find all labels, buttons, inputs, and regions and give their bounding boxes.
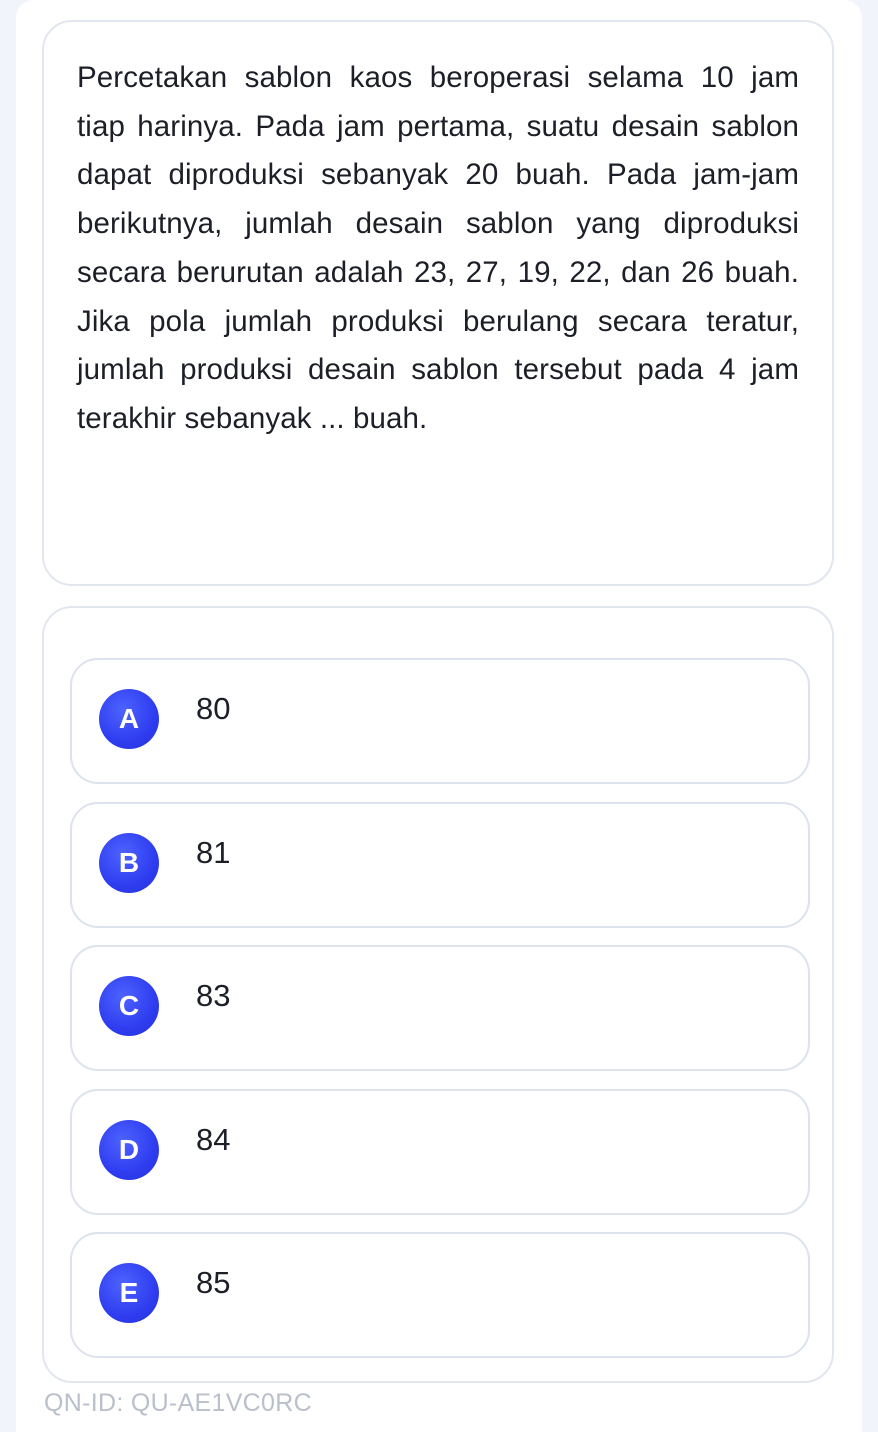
option-a[interactable] (70, 658, 810, 784)
option-value: 81 (196, 835, 231, 870)
option-value: 84 (196, 1122, 231, 1157)
option-d[interactable] (70, 1089, 810, 1215)
option-c[interactable] (70, 945, 810, 1071)
option-letter-badge: E (99, 1263, 159, 1323)
option-letter-badge: D (99, 1120, 159, 1180)
option-e[interactable] (70, 1232, 810, 1358)
options-card (42, 606, 834, 1383)
question-id-label: QN-ID: QU-AE1VC0RC (44, 1389, 312, 1417)
question-card (42, 20, 834, 586)
option-letter-badge: B (99, 833, 159, 893)
option-letter-badge: A (99, 689, 159, 749)
option-value: 83 (196, 978, 231, 1013)
option-b[interactable] (70, 802, 810, 928)
option-value: 85 (196, 1265, 231, 1300)
question-text: Percetakan sablon kaos beroperasi selama 10 jam tiap harinya. Pada jam pertama, suatu desain sablon dapat diproduksi sebanyak 20 buah. Pada jam-jam berikutnya, jumlah desain sablon yang diproduksi secara berurutan adalah 23, 27, 19, 22, dan 26 buah. Jika pola jumlah produksi berulang secara teratur, jumlah produksi desain sablon tersebut pada 4 jam terakhir sebanyak ... buah. (77, 61, 799, 435)
option-letter-badge: C (99, 976, 159, 1036)
option-value: 80 (196, 691, 231, 726)
